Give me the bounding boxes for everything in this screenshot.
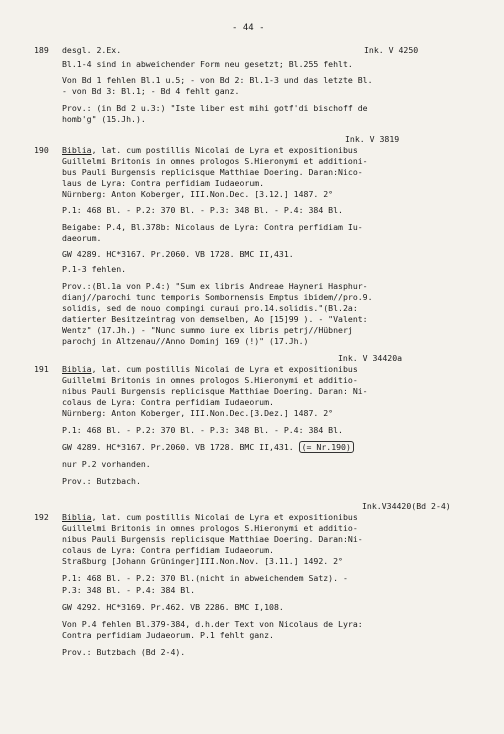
entry-190-line-16: parochj in Altzenau//Anno Dominj 169 (!)" (17.Jh.) bbox=[62, 336, 309, 346]
entry-190-line-3: bus Pauli Burgensis replicisque Matthiae Doering. Daran:Nico- bbox=[62, 167, 363, 177]
entry-192-title: Biblia bbox=[62, 512, 92, 522]
entry-192-line-1: Biblia, lat. cum postillis Nicolai de Lyra et expositionibus bbox=[62, 512, 358, 522]
entry-189-line-5: Prov.: (in Bd 2 u.3:) "Iste liber est mihi gotf'di bischoff de bbox=[62, 103, 368, 113]
entry-192-line-4: colaus de Lyra: Contra perfidiam Iudaeorum. bbox=[62, 545, 274, 555]
entry-191-line-3: nibus Pauli Burgensis replicisque Matthiae Doering. Daran: Ni- bbox=[62, 386, 368, 396]
entry-190-line-10: P.1-3 fehlen. bbox=[62, 264, 127, 274]
entry-number-189: 189 bbox=[34, 45, 49, 55]
entry-190-line-2: Guillelmi Britonis in omnes prologos S.Hieronymi et additioni- bbox=[62, 156, 368, 166]
entry-192-line-2: Guillelmi Britonis in omnes prologos S.Hieronymi et additio- bbox=[62, 523, 358, 533]
entry-189-line-6: homb'g" (15.Jh.). bbox=[62, 114, 146, 124]
entry-192-line-11: Prov.: Butzbach (Bd 2-4). bbox=[62, 647, 186, 657]
entry-191-line-4: colaus de Lyra: Contra perfidiam Iudaeorum. bbox=[62, 397, 274, 407]
entry-191-line-6: P.1: 468 Bl. - P.2: 370 Bl. - P.3: 348 Bl. - P.4: 384 Bl. bbox=[62, 425, 343, 435]
entry-192-line-3: nibus Pauli Burgensis replicisque Matthiae Doering. Daran:Ni- bbox=[62, 534, 363, 544]
entry-189-line-3: Von Bd 1 fehlen Bl.1 u.5; - von Bd 2: Bl.1-3 und das letzte Bl. bbox=[62, 75, 373, 85]
entry-192-line-8: GW 4292. HC*3169. Pr.462. VB 2286. BMC I,108. bbox=[62, 602, 284, 612]
entry-191-cross-reference: (= Nr.190) bbox=[299, 441, 354, 453]
entry-191-line-5: Nürnberg: Anton Koberger, III.Non.Dec.[3.Dez.] 1487. 2° bbox=[62, 408, 334, 418]
entry-190-shelfmark: Ink. V 3819 bbox=[345, 134, 400, 144]
entry-191-line-8: nur P.2 vorhanden. bbox=[62, 459, 151, 469]
entry-190-line-12: dianj//parochi tunc temporis Sombornensis Emptus ibidem//pro.9. bbox=[62, 292, 373, 302]
entry-191-title: Biblia bbox=[62, 364, 92, 374]
entry-190-line-14: datierter Besitzeintrag von demselben, Ao [15]99 ). - "Valent: bbox=[62, 314, 368, 324]
entry-189-shelfmark: Ink. V 4250 bbox=[364, 45, 419, 55]
entry-190-line-13: solidis, sed de nouo compingi curaui pro.14.solidis."(Bl.2a: bbox=[62, 303, 358, 313]
entry-number-191: 191 bbox=[34, 364, 49, 374]
entry-192-shelfmark: Ink.V34420(Bd 2-4) bbox=[362, 501, 451, 511]
entry-189-line-2: Bl.1-4 sind in abweichender Form neu gesetzt; Bl.255 fehlt. bbox=[62, 59, 353, 69]
page-number: - 44 - bbox=[232, 23, 265, 33]
entry-189-line-4: - von Bd 3: Bl.1; - Bd 4 fehlt ganz. bbox=[62, 86, 240, 96]
entry-191-line-9: Prov.: Butzbach. bbox=[62, 476, 141, 486]
entry-190-line-1: Biblia, lat. cum postillis Nicolai de Lyra et expositionibus bbox=[62, 145, 358, 155]
entry-number-192: 192 bbox=[34, 512, 49, 522]
entry-number-190: 190 bbox=[34, 145, 49, 155]
entry-190-title: Biblia bbox=[62, 145, 92, 155]
entry-190-line-11: Prov.:(Bl.1a von P.4:) "Sum ex libris Andreae Hayneri Hasphur- bbox=[62, 281, 368, 291]
entry-190-line-15: Wentz" (17.Jh.) - "Nunc summo iure ex libris petrj//Hübnerj bbox=[62, 325, 353, 335]
entry-190-line-4: laus de Lyra: Contra perfidiam Iudaeorum. bbox=[62, 178, 265, 188]
entry-190-line-5: Nürnberg: Anton Koberger, III.Non.Dec. [3.12.] 1487. 2° bbox=[62, 189, 334, 199]
entry-190-line-8: daeorum. bbox=[62, 233, 102, 243]
entry-191-line-2: Guillelmi Britonis in omnes prologos S.Hieronymi et additio- bbox=[62, 375, 358, 385]
entry-190-line-6: P.1: 468 Bl. - P.2: 370 Bl. - P.3: 348 Bl. - P.4: 384 Bl. bbox=[62, 205, 343, 215]
entry-190-line-7: Beigabe: P.4, Bl.378b: Nicolaus de Lyra: Contra perfidiam Iu- bbox=[62, 222, 363, 232]
entry-189-line-1: desgl. 2.Ex. bbox=[62, 45, 122, 55]
entry-191-line-7: GW 4289. HC*3167. Pr.2060. VB 1728. BMC II,431. (= Nr.190) bbox=[62, 442, 354, 452]
entry-190-line-9: GW 4289. HC*3167. Pr.2060. VB 1728. BMC II,431. bbox=[62, 249, 294, 259]
entry-192-line-5: Straßburg [Johann Grüninger]III.Non.Nov. [3.11.] 1492. 2° bbox=[62, 556, 343, 566]
entry-192-line-6: P.1: 468 Bl. - P.2: 370 Bl.(nicht in abweichendem Satz). - bbox=[62, 573, 348, 583]
entry-191-line-1: Biblia, lat. cum postillis Nicolai de Lyra et expositionibus bbox=[62, 364, 358, 374]
entry-192-line-9: Von P.4 fehlen Bl.379-384, d.h.der Text von Nicolaus de Lyra: bbox=[62, 619, 363, 629]
entry-192-line-7: P.3: 348 Bl. - P.4: 384 Bl. bbox=[62, 585, 196, 595]
entry-191-shelfmark: Ink. V 34420a bbox=[338, 353, 403, 363]
entry-192-line-10: Contra perfidiam Judaeorum. P.1 fehlt ganz. bbox=[62, 630, 274, 640]
